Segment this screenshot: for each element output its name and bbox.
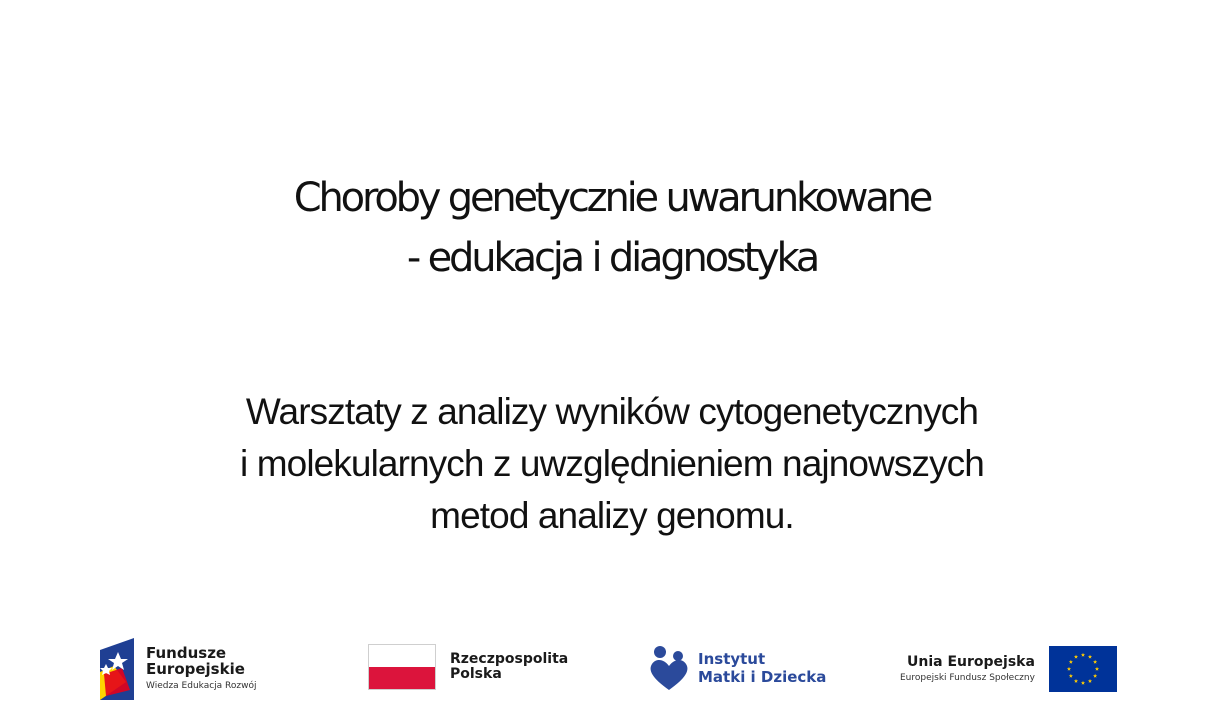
unia-europejska-logo [900, 646, 1117, 692]
title-line-2: - edukacja i diagnostyka [406, 235, 818, 281]
rzeczpospolita-line-1: Rzeczpospolita [450, 651, 569, 667]
page-subtitle [0, 386, 1224, 542]
subtitle-line-2: i molekularnych z uwzględnieniem najnowszych [240, 443, 984, 484]
fundusze-tagline: Wiedza Edukacja Rozwój [146, 681, 257, 691]
unia-line-1: Unia Europejska [907, 654, 1035, 670]
unia-line-2: Europejski Fundusz Społeczny [900, 673, 1035, 683]
fundusze-europejskie-logo [100, 638, 257, 700]
instytut-line-1: Instytut [698, 650, 766, 668]
fundusze-line-1: Fundusze [146, 644, 227, 662]
rzeczpospolita-line-2: Polska [450, 666, 502, 682]
heart-family-icon [648, 644, 690, 692]
instytut-line-2: Matki i Dziecka [698, 668, 827, 686]
rzeczpospolita-polska-logo [368, 644, 568, 690]
title-line-1: Choroby genetycznie uwarunkowane [293, 175, 931, 221]
page-title [0, 168, 1224, 288]
logo-strip [0, 630, 1224, 710]
fundusze-europejskie-icon [100, 638, 136, 700]
subtitle-line-1: Warsztaty z analizy wyników cytogenetycznych [245, 391, 979, 432]
fundusze-line-2: Europejskie [146, 660, 245, 678]
polish-flag-icon [368, 644, 436, 690]
eu-flag-icon [1049, 646, 1117, 692]
subtitle-line-3: metod analizy genomu. [430, 495, 794, 536]
instytut-matki-i-dziecka-logo [648, 644, 826, 692]
